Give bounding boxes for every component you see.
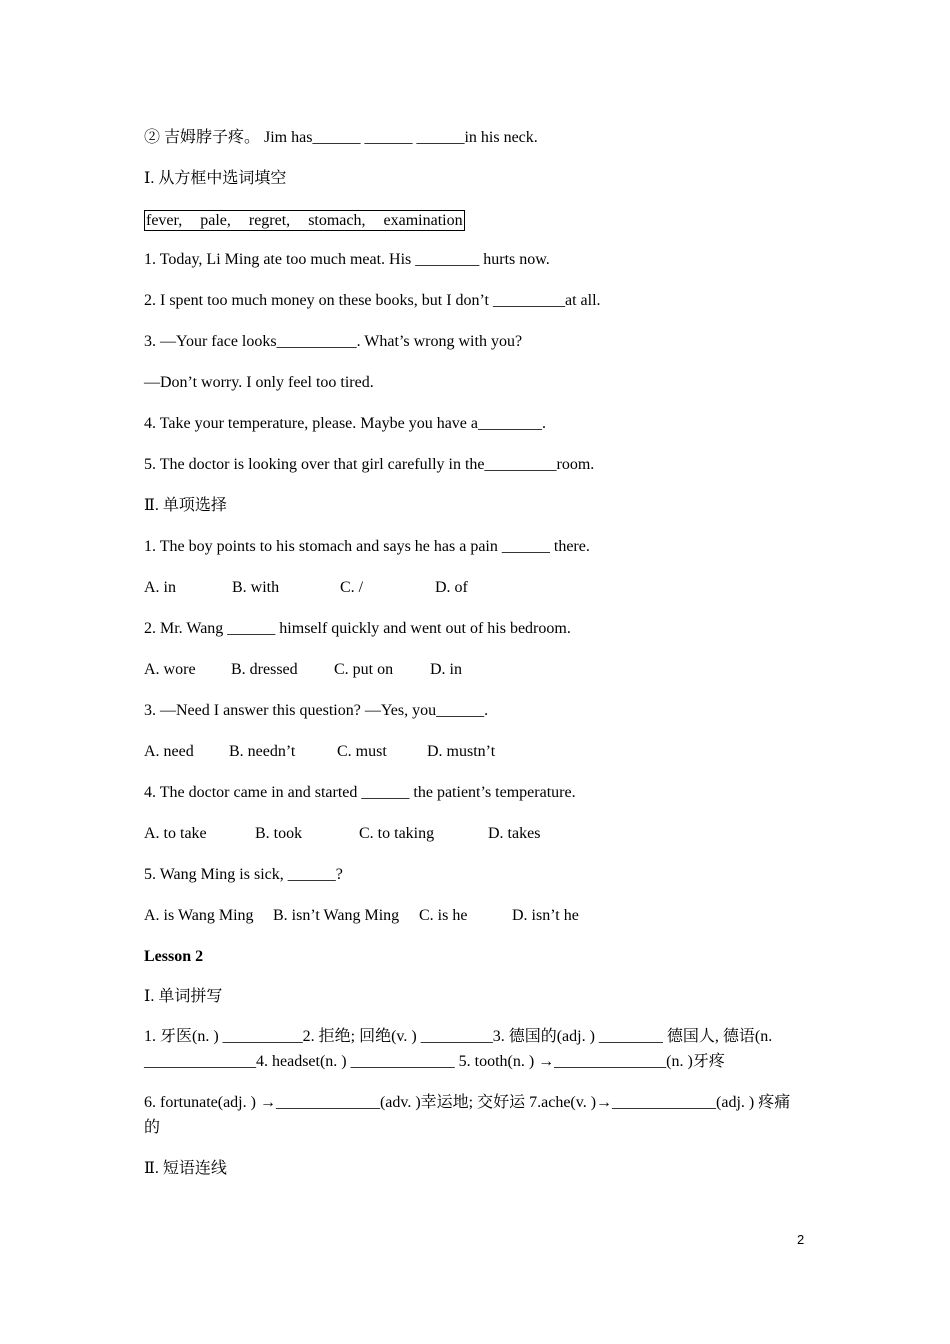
word-box-item: pale, bbox=[200, 212, 231, 229]
mc-option: B. dressed bbox=[231, 661, 298, 678]
intro-line: ② 吉姆脖子疼。 Jim has______ ______ ______in his neck. bbox=[144, 129, 538, 146]
mc-question: 4. The doctor came in and started ______ the patient’s temperature. bbox=[144, 784, 576, 801]
mc-question: 2. Mr. Wang ______ himself quickly and went out of his bedroom. bbox=[144, 620, 571, 637]
mc-option: B. isn’t Wang Ming bbox=[273, 907, 400, 924]
fill-item: 4. Take your temperature, please. Maybe you have a________. bbox=[144, 415, 547, 432]
mc-option: D. mustn’t bbox=[427, 743, 496, 760]
lesson-title: Lesson 2 bbox=[144, 948, 204, 965]
mc-option: A. need bbox=[144, 743, 194, 760]
word-box-item: stomach, bbox=[308, 212, 366, 229]
mc-options bbox=[144, 578, 468, 598]
mc-option: B. needn’t bbox=[229, 743, 296, 760]
page-number: 2 bbox=[797, 1232, 805, 1247]
mc-option: A. in bbox=[144, 579, 176, 596]
fill-item: 3. —Your face looks__________. What’s wrong with you? bbox=[144, 333, 523, 350]
mc-options bbox=[144, 660, 462, 680]
mc-question: 5. Wang Ming is sick, ______? bbox=[144, 866, 343, 883]
word-box-line bbox=[144, 210, 465, 231]
word-box-item: fever, bbox=[146, 212, 183, 229]
word-box-item: examination bbox=[383, 212, 463, 229]
mc-option: A. wore bbox=[144, 661, 196, 678]
mc-options bbox=[144, 742, 495, 762]
mc-option: D. of bbox=[435, 579, 468, 596]
mc-option: D. takes bbox=[488, 825, 541, 842]
section-1-title: Ⅰ. 从方框中选词填空 bbox=[144, 170, 287, 187]
mc-option: C. / bbox=[340, 579, 364, 596]
fill-item: —Don’t worry. I only feel too tired. bbox=[144, 374, 374, 391]
mc-options bbox=[144, 906, 579, 926]
mc-option: A. is Wang Ming bbox=[144, 907, 254, 924]
mc-question: 1. The boy points to his stomach and says he has a pain ______ there. bbox=[144, 538, 590, 555]
mc-question: 3. —Need I answer this question? —Yes, you______. bbox=[144, 702, 489, 719]
word-box bbox=[144, 210, 465, 231]
mc-option: B. with bbox=[232, 579, 280, 596]
section-2-title: Ⅱ. 单项选择 bbox=[144, 497, 227, 514]
fill-item: 2. I spent too much money on these books, but I don’t _________at all. bbox=[144, 292, 601, 309]
section-4-title: Ⅱ. 短语连线 bbox=[144, 1160, 227, 1177]
fill-item: 5. The doctor is looking over that girl carefully in the_________room. bbox=[144, 456, 595, 473]
spelling-line: 1. 牙医(n. ) __________2. 拒绝; 回绝(v. ) _________3. 德国的(adj. ) ________ 德国人, 德语(n. ______________4. headset(n. ) _____________ 5. tooth(n. ) →______________(n. )牙疼 bbox=[144, 1028, 773, 1070]
word-box-item: regret, bbox=[248, 212, 291, 229]
mc-option: C. to taking bbox=[359, 825, 435, 842]
mc-option: A. to take bbox=[144, 825, 207, 842]
section-3-title: Ⅰ. 单词拼写 bbox=[144, 988, 223, 1005]
mc-option: B. took bbox=[255, 825, 303, 842]
mc-option: C. put on bbox=[334, 661, 394, 678]
fill-item: 1. Today, Li Ming ate too much meat. His ________ hurts now. bbox=[144, 251, 550, 268]
mc-options bbox=[144, 824, 540, 844]
mc-option: D. in bbox=[430, 661, 462, 678]
spelling-line: 6. fortunate(adj. ) →_____________(adv. )幸运地; 交好运 7.ache(v. )→_____________(adj. ) 疼痛的 bbox=[144, 1094, 791, 1136]
mc-option: C. must bbox=[337, 743, 387, 760]
mc-option: D. isn’t he bbox=[512, 907, 579, 924]
mc-option: C. is he bbox=[419, 907, 468, 924]
